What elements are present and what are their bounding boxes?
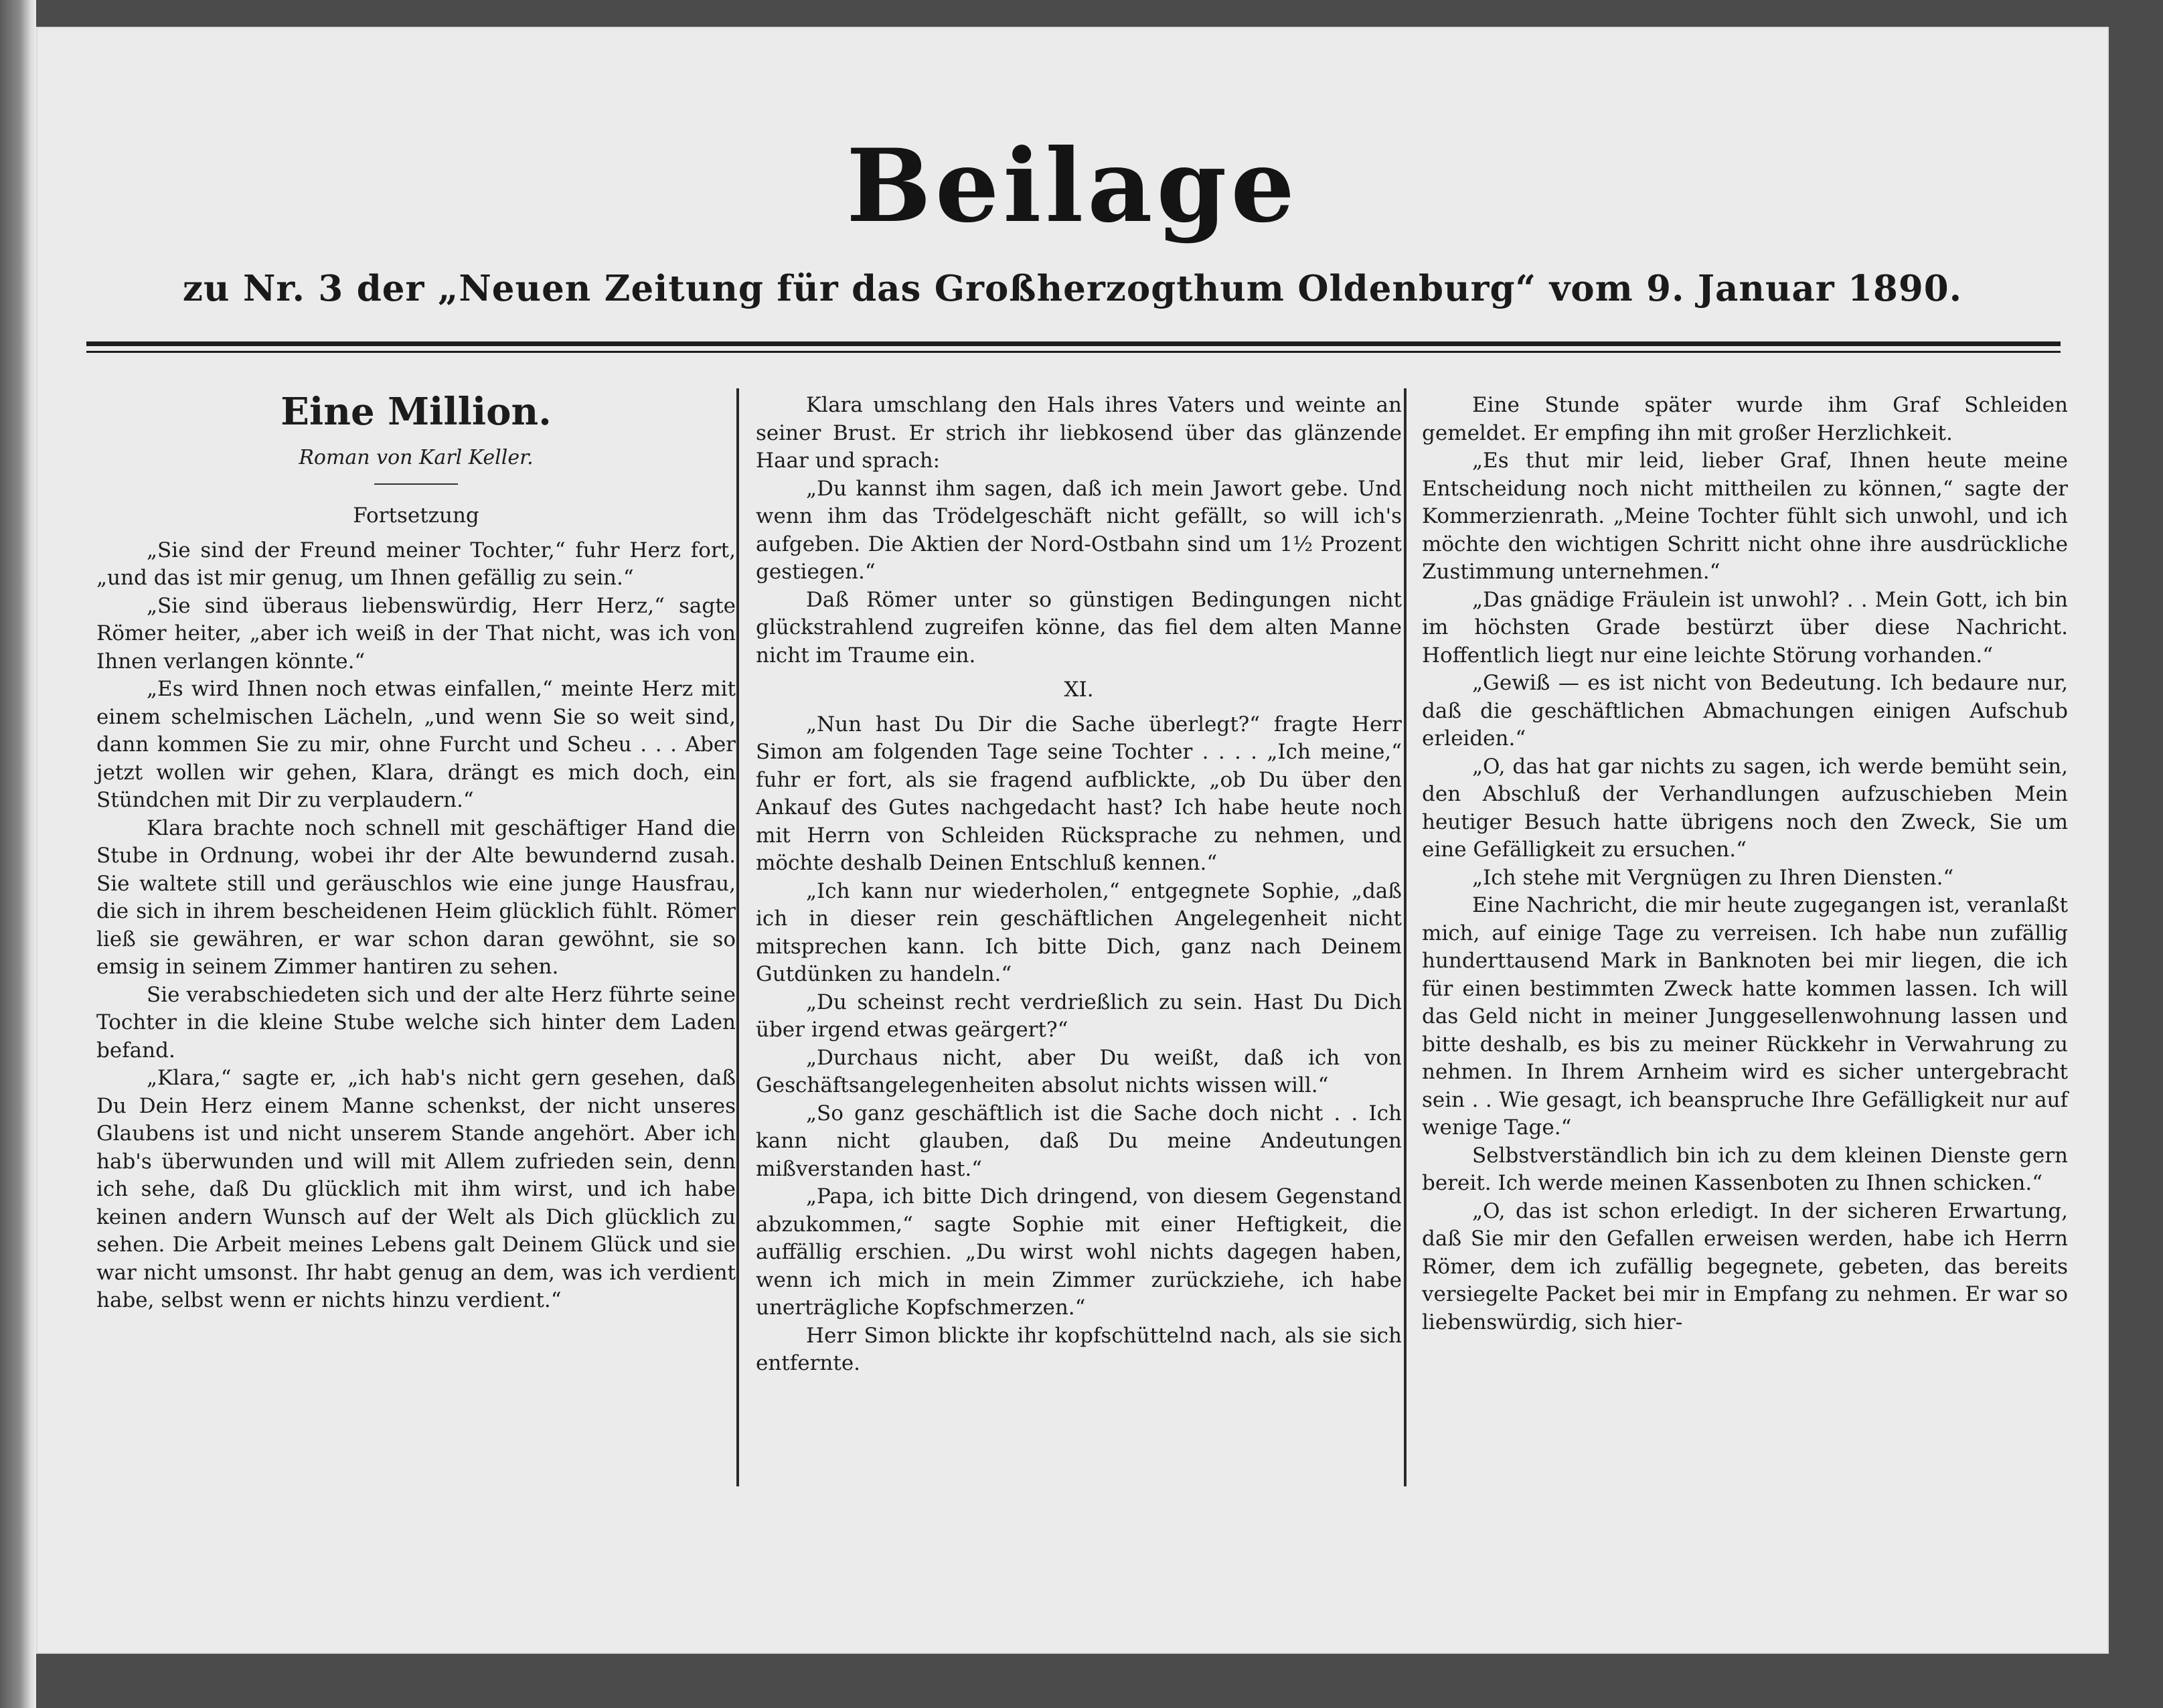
paragraph: „Ich kann nur wiederholen,“ entgegnete Sophie, „daß ich in dieser rein geschäftlichen Angelegenheit nicht mitsprechen kann. Ich bitte Dich, ganz nach Deinem Gutdünken zu handeln.“ xyxy=(756,878,1402,986)
paragraph: Klara brachte noch schnell mit geschäftiger Hand die Stube in Ordnung, wobei ihr der Alte bewundernd zusah. Sie waltete still und geräuschlos wie eine junge Hausfrau, die sich in ihrem bescheidenen Heim glücklich fühlt. Römer ließ sie gewähren, er war schon daran gewöhnt, sie so emsig in seinem Zimmer hantiren zu sehen. xyxy=(96,816,736,979)
paragraph: „O, das hat gar nichts zu sagen, ich werde bemüht sein, den Abschluß der Verhandlungen aufzuschieben Mein heutiger Besuch hatte übrigens noch den Zweck, Sie um eine Gefälligkeit zu ersuchen.“ xyxy=(1422,754,2068,862)
paragraph: „Papa, ich bitte Dich dringend, von diesem Gegenstand abzukommen,“ sagte Sophie mit einer Heftigkeit, die auffällig erschien. „Du wirst wohl nichts dagegen haben, wenn ich mich in mein Zimmer zurückziehe, ich habe unerträgliche Kopfschmerzen.“ xyxy=(756,1184,1402,1320)
paragraph: „Klara,“ sagte er, „ich hab's nicht gern gesehen, daß Du Dein Herz einem Manne schenkst, der nicht unseres Glaubens ist und nicht unserem Stande angehört. Aber ich hab's überwunden und will mit Allem zufrieden sein, denn ich sehe, daß Du glücklich mit ihm wirst, und ich habe keinen andern Wunsch auf der Welt als Dich glücklich zu sehen. Die Arbeit meines Lebens galt Deinem Glück und sie war nicht umsonst. Ihr habt genug an dem, was ich verdient habe, selbst wenn er nichts hinzu verdient.“ xyxy=(96,1066,736,1312)
paragraph: Selbstverständlich bin ich zu dem kleinen Dienste gern bereit. Ich werde meinen Kassenboten zu Ihnen schicken.“ xyxy=(1422,1143,2068,1195)
paragraph: Eine Stunde später wurde ihm Graf Schleiden gemeldet. Er empfing ihn mit großer Herzlichkeit. xyxy=(1422,393,2068,445)
masthead-subtitle: zu Nr. 3 der „Neuen Zeitung für das Großherzogthum Oldenburg“ vom 9. Januar 1890. xyxy=(182,268,1963,309)
paragraph: Eine Nachricht, die mir heute zugegangen ist, veranlaßt mich, auf einige Tage zu verreisen. Ich habe nun zufällig hunderttausend Mark in Banknoten bei mir liegen, die ich für einen bestimmten Zweck hatte kommen lassen. Ich will das Geld nicht in meiner Junggesellenwohnung lassen und bitte deshalb, es bis zu meiner Rückkehr in Verwahrung zu nehmen. In Ihrem Arnheim wird es sicher untergebracht sein . . Wie gesagt, ich beanspruche Ihre Gefälligkeit nur auf wenige Tage.“ xyxy=(1422,893,2068,1140)
chapter-heading: XI. xyxy=(1064,678,1094,702)
paragraph: „Es thut mir leid, lieber Graf, Ihnen heute meine Entscheidung noch nicht mittheilen zu können,“ sagte der Kommerzienrath. „Meine Tochter fühlt sich unwohl, und ich möchte den wichtigen Schritt nicht ohne ihre ausdrückliche Zustimmung unternehmen.“ xyxy=(1422,449,2068,584)
paragraph: Sie verabschiedeten sich und der alte Herz führte seine Tochter in die kleine Stube welche sich hinter dem Laden befand. xyxy=(96,982,736,1063)
paragraph: „Du scheinst recht verdrießlich zu sein. Hast Du Dich über irgend etwas geärgert?“ xyxy=(756,990,1402,1042)
masthead-title: Beilage xyxy=(846,127,1299,245)
column-divider xyxy=(736,388,739,1486)
story-title: Eine Million. xyxy=(281,390,552,434)
paragraph: Klara umschlang den Hals ihres Vaters und weinte an seiner Brust. Er strich ihr liebkosend über das glänzende Haar und sprach: xyxy=(756,393,1402,473)
header-rule-thin xyxy=(86,351,2061,353)
paragraph: „So ganz geschäftlich ist die Sache doch nicht . . Ich kann nicht glauben, daß Du meine Andeutungen mißverstanden hast.“ xyxy=(756,1101,1402,1181)
story-byline: Roman von Karl Keller. xyxy=(299,446,534,469)
paragraph: Daß Römer unter so günstigen Bedingungen nicht glückstrahlend zugreifen könne, das fiel dem alten Manne nicht im Traume ein. xyxy=(756,587,1402,668)
paragraph: „Gewiß — es ist nicht von Bedeutung. Ich bedaure nur, daß die geschäftlichen Abmachungen einigen Aufschub erleiden.“ xyxy=(1422,671,2068,751)
continuation-note: Fortsetzung xyxy=(353,503,479,528)
title-divider xyxy=(374,483,458,485)
header-rule-thick xyxy=(86,341,2061,346)
newspaper-page xyxy=(36,27,2109,1654)
column-divider xyxy=(1404,388,1407,1486)
paragraph: „Ich stehe mit Vergnügen zu Ihren Diensten.“ xyxy=(1472,865,1954,890)
paragraph: „Das gnädige Fräulein ist unwohl? . . Mein Gott, ich bin im höchsten Grade bestürzt über diese Nachricht. Hoffentlich liegt nur eine leichte Störung vorhanden.“ xyxy=(1422,587,2068,668)
paragraph: „Du kannst ihm sagen, daß ich mein Jawort gebe. Und wenn ihm das Trödelgeschäft nicht gefällt, so will ich's aufgeben. Die Aktien der Nord-Ostbahn sind um 1½ Prozent gestiegen.“ xyxy=(756,476,1402,584)
text-column-3 xyxy=(1422,392,2068,1336)
paragraph: „Sie sind überaus liebenswürdig, Herr Herz,“ sagte Römer heiter, „aber ich weiß in der That nicht, was ich von Ihnen verlangen könnte.“ xyxy=(96,593,736,674)
paragraph: „Es wird Ihnen noch etwas einfallen,“ meinte Herz mit einem schelmischen Lächeln, „und wenn Sie so weit sind, dann kommen Sie zu mir, ohne Furcht und Scheu . . . Aber jetzt wollen wir gehen, Klara, drängt es mich doch, ein Stündchen mit Dir zu verplaudern.“ xyxy=(96,677,736,812)
paragraph: „O, das ist schon erledigt. In der sicheren Erwartung, daß Sie mir den Gefallen erweisen werden, habe ich Herrn Römer, dem ich zufällig begegnete, gebeten, das bereits versiegelte Packet bei mir in Empfang zu nehmen. Er war so liebenswürdig, sich hier- xyxy=(1422,1198,2068,1334)
paragraph: „Sie sind der Freund meiner Tochter,“ fuhr Herz fort, „und das ist mir genug, um Ihnen gefällig zu sein.“ xyxy=(96,538,736,590)
paragraph: Herr Simon blickte ihr kopfschüttelnd nach, als sie sich entfernte. xyxy=(756,1323,1402,1375)
text-column-1 xyxy=(96,375,736,1315)
paragraph: „Nun hast Du Dir die Sache überlegt?“ fragte Herr Simon am folgenden Tage seine Tochter . . . . „Ich meine,“ fuhr er fort, als sie fragend aufblickte, „ob Du über den Ankauf des Gutes nachgedacht hast? Ich habe heute noch mit Herrn von Schleiden Rücksprache zu nehmen, und möchte deshalb Deinen Entschluß kennen.“ xyxy=(756,712,1402,875)
scanner-background-edge xyxy=(0,0,36,1708)
text-column-2 xyxy=(756,392,1402,1378)
paragraph: „Durchaus nicht, aber Du weißt, daß ich von Geschäftsangelegenheiten absolut nichts wissen will.“ xyxy=(756,1045,1402,1097)
